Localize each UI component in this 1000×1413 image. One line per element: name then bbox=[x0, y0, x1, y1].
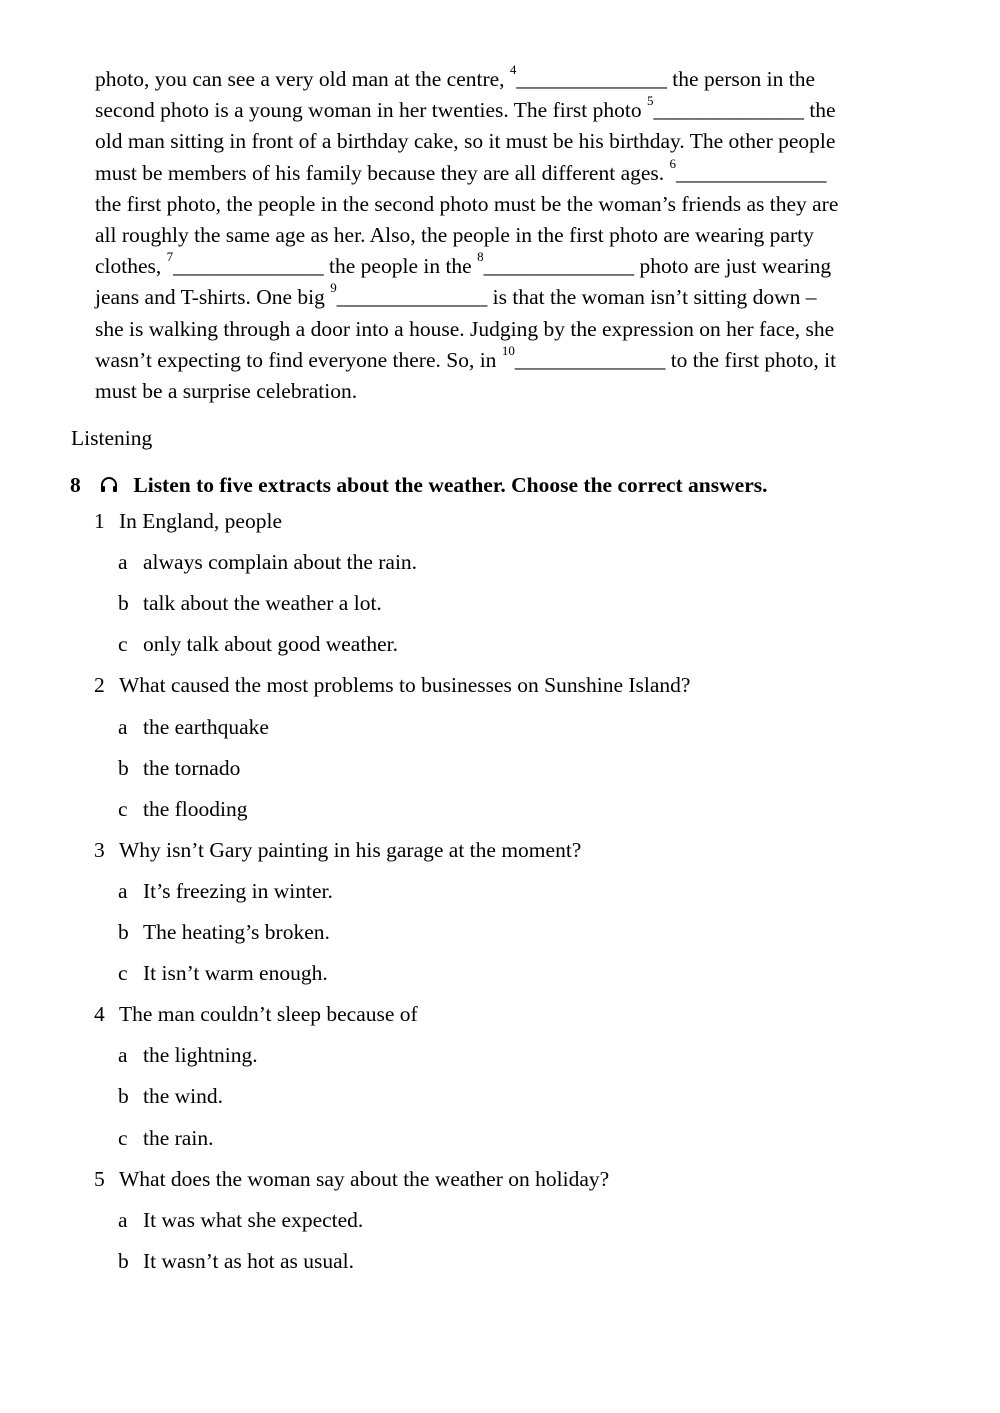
option-letter: a bbox=[118, 1207, 128, 1232]
answer-option-4b[interactable] bbox=[118, 1081, 223, 1112]
passage-text: ______________ photo are just wearing bbox=[483, 254, 832, 279]
blank-number: 7 bbox=[166, 249, 174, 265]
question-number: 4 bbox=[94, 1002, 105, 1027]
passage-text: ______________ to the first photo, it bbox=[514, 347, 837, 372]
question-number: 1 bbox=[94, 509, 105, 533]
answer-option-4a[interactable] bbox=[118, 1040, 258, 1071]
section-title: Listening bbox=[71, 426, 153, 450]
passage-text: jeans and T-shirts. One big bbox=[95, 285, 331, 310]
passage-text: must be a surprise celebration. bbox=[95, 379, 358, 403]
option-text: talk about the weather a lot. bbox=[143, 591, 382, 616]
question-2 bbox=[94, 670, 690, 701]
option-text: the rain. bbox=[143, 1125, 214, 1150]
passage-text: second photo is a young woman in her twenties. The first photo bbox=[95, 98, 647, 123]
task-heading bbox=[70, 470, 768, 501]
passage-text: old man sitting in front of a birthday cake, so it must be his birthday. The other people bbox=[95, 129, 836, 154]
option-letter: a bbox=[118, 1043, 128, 1068]
blank-number: 5 bbox=[646, 93, 654, 109]
passage-line bbox=[95, 251, 831, 282]
blank-number: 8 bbox=[477, 249, 484, 265]
passage-text: photo, you can see a very old man at the centre, bbox=[95, 67, 510, 91]
answer-option-2a[interactable] bbox=[118, 712, 269, 743]
option-letter: c bbox=[118, 796, 128, 821]
option-text: It was what she expected. bbox=[143, 1207, 364, 1232]
passage-text: the first photo, the people in the second photo must be the woman’s friends as they are bbox=[95, 191, 839, 216]
option-letter: b bbox=[118, 1084, 129, 1109]
option-text: the wind. bbox=[143, 1084, 224, 1109]
question-3 bbox=[94, 835, 581, 866]
question-text: What does the woman say about the weather on holiday? bbox=[119, 1166, 610, 1191]
passage-text: clothes, bbox=[95, 254, 167, 279]
question-text: In England, people bbox=[119, 509, 282, 533]
option-letter: b bbox=[118, 755, 129, 780]
passage-text: ______________ bbox=[676, 160, 827, 185]
task-instruction: Listen to five extracts about the weather. Choose the correct answers. bbox=[133, 473, 768, 497]
option-text: only talk about good weather. bbox=[143, 632, 398, 657]
question-text: The man couldn’t sleep because of bbox=[119, 1002, 418, 1027]
option-text: It’s freezing in winter. bbox=[143, 878, 333, 903]
option-text: It isn’t warm enough. bbox=[143, 961, 328, 986]
question-text: What caused the most problems to businesses on Sunshine Island? bbox=[119, 673, 691, 698]
passage-text: wasn’t expecting to find everyone there. So, in bbox=[95, 347, 502, 372]
passage-line bbox=[95, 64, 815, 95]
option-letter: c bbox=[118, 632, 128, 657]
option-letter: b bbox=[118, 1248, 129, 1273]
passage-text: ______________ the people in the bbox=[173, 254, 478, 279]
question-number: 3 bbox=[94, 837, 105, 862]
option-letter: c bbox=[118, 1125, 128, 1150]
passage-line bbox=[95, 342, 837, 376]
passage-line bbox=[95, 220, 814, 251]
option-letter: a bbox=[118, 714, 128, 739]
passage-line bbox=[95, 376, 357, 407]
option-text: the tornado bbox=[143, 755, 241, 780]
option-text: It wasn’t as hot as usual. bbox=[143, 1248, 354, 1273]
answer-option-1c[interactable] bbox=[118, 629, 398, 660]
option-letter: b bbox=[118, 591, 129, 616]
answer-option-1b[interactable] bbox=[118, 588, 382, 619]
answer-option-3b[interactable] bbox=[118, 917, 330, 948]
passage-line bbox=[95, 95, 836, 126]
passage-text: ______________ is that the woman isn’t sitting down – bbox=[336, 285, 817, 310]
question-5 bbox=[94, 1164, 609, 1195]
question-1 bbox=[94, 506, 282, 537]
task-number: 8 bbox=[70, 473, 81, 497]
blank-number: 10 bbox=[501, 342, 515, 358]
passage-line bbox=[95, 282, 817, 313]
answer-option-1a[interactable] bbox=[118, 547, 417, 578]
question-text: Why isn’t Gary painting in his garage at the moment? bbox=[119, 837, 582, 862]
question-number: 5 bbox=[94, 1166, 105, 1191]
option-text: the lightning. bbox=[143, 1043, 258, 1068]
option-text: always complain about the rain. bbox=[143, 550, 418, 575]
option-letter: b bbox=[118, 920, 129, 944]
passage-text: ______________ the bbox=[653, 98, 836, 123]
option-text: The heating’s broken. bbox=[143, 920, 330, 944]
passage-text: must be members of his family because they are all different ages. bbox=[95, 160, 670, 185]
question-number: 2 bbox=[94, 673, 105, 698]
blank-number: 4 bbox=[509, 62, 517, 77]
passage-line bbox=[95, 155, 827, 189]
blank-number: 9 bbox=[330, 280, 337, 296]
answer-option-5a[interactable] bbox=[118, 1205, 363, 1236]
answer-option-2b[interactable] bbox=[118, 753, 240, 784]
option-letter: a bbox=[118, 878, 128, 903]
question-4 bbox=[94, 999, 418, 1030]
answer-option-5b[interactable] bbox=[118, 1246, 354, 1277]
passage-line bbox=[95, 126, 835, 157]
option-letter: a bbox=[118, 550, 128, 575]
passage-line bbox=[95, 189, 838, 220]
passage-text: she is walking through a door into a house. Judging by the expression on her face, she bbox=[95, 316, 835, 341]
option-text: the earthquake bbox=[143, 714, 269, 739]
option-text: the flooding bbox=[143, 796, 248, 821]
answer-option-3a[interactable] bbox=[118, 876, 333, 907]
option-letter: c bbox=[118, 961, 128, 986]
answer-option-3c[interactable] bbox=[118, 958, 328, 989]
answer-option-4c[interactable] bbox=[118, 1123, 213, 1154]
headphones-icon bbox=[99, 475, 119, 495]
blank-number: 6 bbox=[669, 155, 677, 171]
passage-line bbox=[95, 314, 834, 345]
answer-option-2c[interactable] bbox=[118, 794, 248, 825]
passage-text: ______________ the person in the bbox=[516, 67, 815, 91]
passage-text: all roughly the same age as her. Also, the people in the first photo are wearing party bbox=[95, 223, 814, 247]
